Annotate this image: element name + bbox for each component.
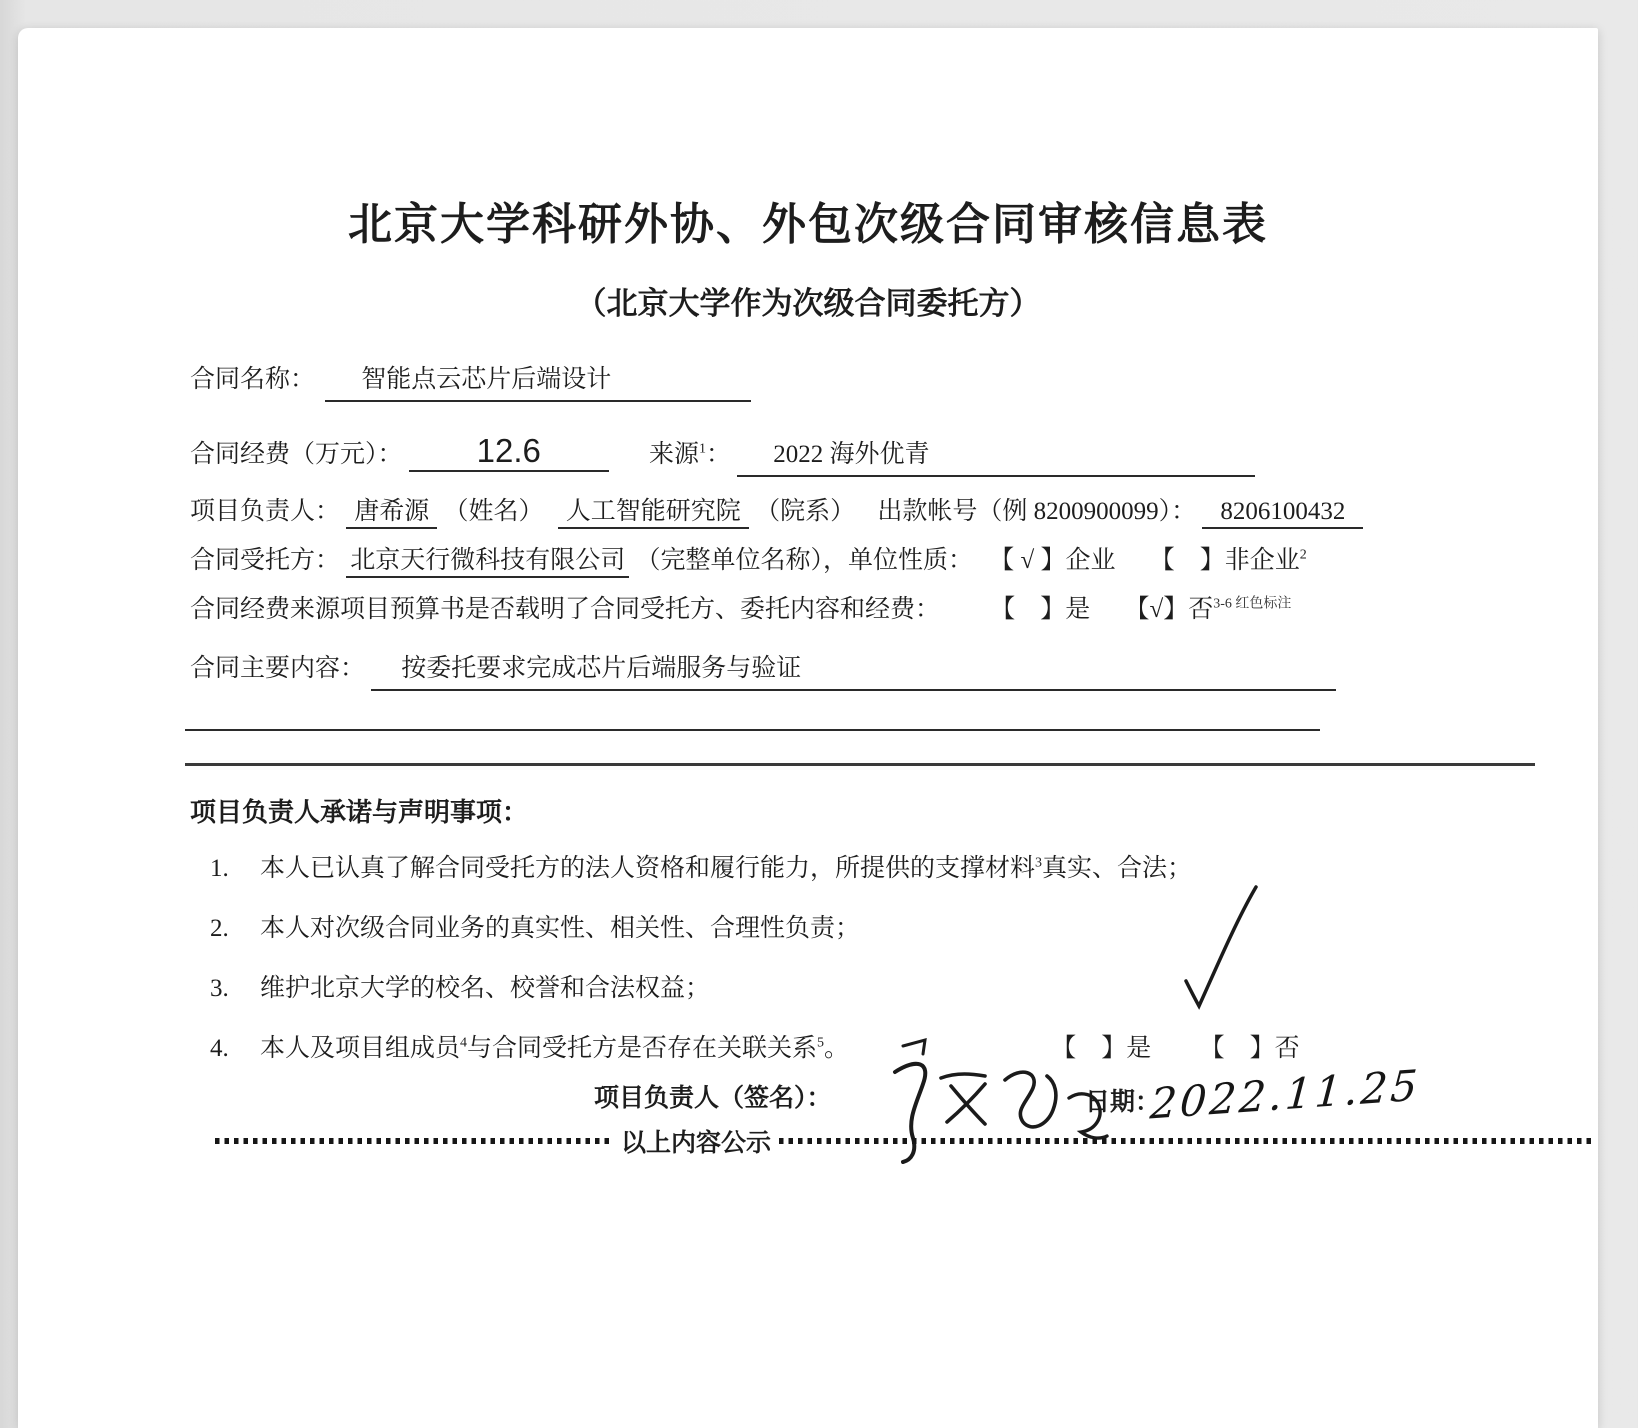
content-label: 合同主要内容： — [190, 655, 366, 682]
field-content — [190, 651, 1336, 691]
item-sup2: 5 — [817, 1035, 825, 1051]
checkbox-relation-yes: 【 】是 — [1051, 1035, 1152, 1062]
checkbox-enterprise: 【 √ 】企业 — [989, 547, 1116, 574]
pi-name: 唐希源 — [346, 498, 437, 529]
publicity-text: 以上内容公示 — [621, 1130, 772, 1157]
checkbox-relation-no: 【 】否 — [1199, 1035, 1300, 1062]
item-text-post: 。 — [824, 1035, 850, 1062]
doc-subtitle: （北京大学作为次级合同委托方） — [575, 286, 1041, 321]
item-text: 本人对次级合同业务的真实性、相关性、合理性负责； — [260, 915, 861, 942]
declaration-heading: 项目负责人承诺与声明事项： — [190, 798, 529, 827]
budget-note-sup: 3-6 红色标注 — [1213, 596, 1292, 612]
item-text-post: 真实、合法； — [1042, 855, 1193, 882]
funding-source-label: 来源 — [649, 441, 700, 468]
item-text: 本人及项目组成员 — [260, 1035, 461, 1062]
item-number: 3. — [210, 975, 229, 1002]
item-sup: 3 — [1035, 855, 1043, 871]
content-value: 按委托要求完成芯片后端服务与验证 — [371, 651, 1336, 691]
contract-name-value: 智能点云芯片后端设计 — [325, 362, 751, 402]
pi-label: 项目负责人： — [190, 498, 341, 525]
non-enterprise-sup: 2 — [1299, 547, 1307, 563]
dotted-line-right — [779, 1138, 1593, 1144]
signature-label: 项目负责人（签名）： — [594, 1085, 832, 1112]
field-funding — [190, 432, 1255, 477]
pi-dept-note: （院系） — [755, 498, 856, 525]
pi-dept: 人工智能研究院 — [558, 498, 749, 529]
pi-account-value: 8206100432 — [1202, 498, 1363, 529]
checkbox-budget-no: 【√】否 — [1124, 596, 1214, 623]
trustee-company: 北京天行微科技有限公司 — [346, 547, 629, 578]
field-pi — [190, 494, 1363, 530]
item-sup: 4 — [460, 1035, 468, 1051]
doc-title: 北京大学科研外协、外包次级合同审核信息表 — [348, 200, 1268, 249]
dotted-line-left — [215, 1138, 613, 1144]
document-page — [18, 28, 1598, 1428]
publicity-divider — [215, 1124, 1593, 1158]
item-text-mid: 与合同受托方是否存在关联关系 — [467, 1035, 818, 1062]
budget-question: 合同经费来源项目预算书是否载明了合同受托方、委托内容和经费： — [190, 596, 941, 623]
funding-source-colon: ： — [706, 441, 732, 468]
declaration-item-4 — [210, 1031, 1300, 1067]
item-number: 2. — [210, 915, 229, 942]
item-number: 1. — [210, 855, 229, 882]
declaration-item-1 — [210, 851, 1192, 887]
checkbox-non-enterprise: 【 】非企业 — [1149, 547, 1300, 574]
field-trustee — [190, 543, 1307, 579]
handwritten-date: 2022.11.25 — [1148, 1060, 1422, 1129]
funding-amount: 12.6 — [409, 432, 609, 472]
item-text: 本人已认真了解合同受托方的法人资格和履行能力，所提供的支撑材料 — [260, 855, 1036, 882]
pi-account-label: 出款帐号（例 8200900099）： — [877, 498, 1197, 525]
item-text: 维护北京大学的校名、校誉和合法权益； — [260, 975, 711, 1002]
field-budget-question — [190, 592, 1291, 628]
checkbox-budget-yes: 【 】是 — [990, 596, 1091, 623]
funding-source-value: 2022 海外优青 — [737, 437, 1255, 477]
funding-source-sup: 1 — [699, 441, 707, 457]
content-blank-line — [185, 729, 1320, 731]
contract-name-label: 合同名称： — [190, 366, 316, 393]
section-divider-line — [185, 763, 1535, 766]
item-number: 4. — [210, 1035, 229, 1062]
declaration-item-2 — [210, 911, 860, 947]
funding-label: 合同经费（万元）： — [190, 441, 403, 468]
pi-name-note: （姓名） — [443, 498, 544, 525]
date-label: 日期： — [1085, 1089, 1161, 1116]
trustee-label: 合同受托方： — [190, 547, 341, 574]
handwritten-checkmark — [1178, 883, 1262, 1019]
trustee-note: （完整单位名称），单位性质： — [635, 547, 974, 574]
declaration-item-3 — [210, 971, 710, 1007]
field-contract-name — [190, 362, 751, 402]
